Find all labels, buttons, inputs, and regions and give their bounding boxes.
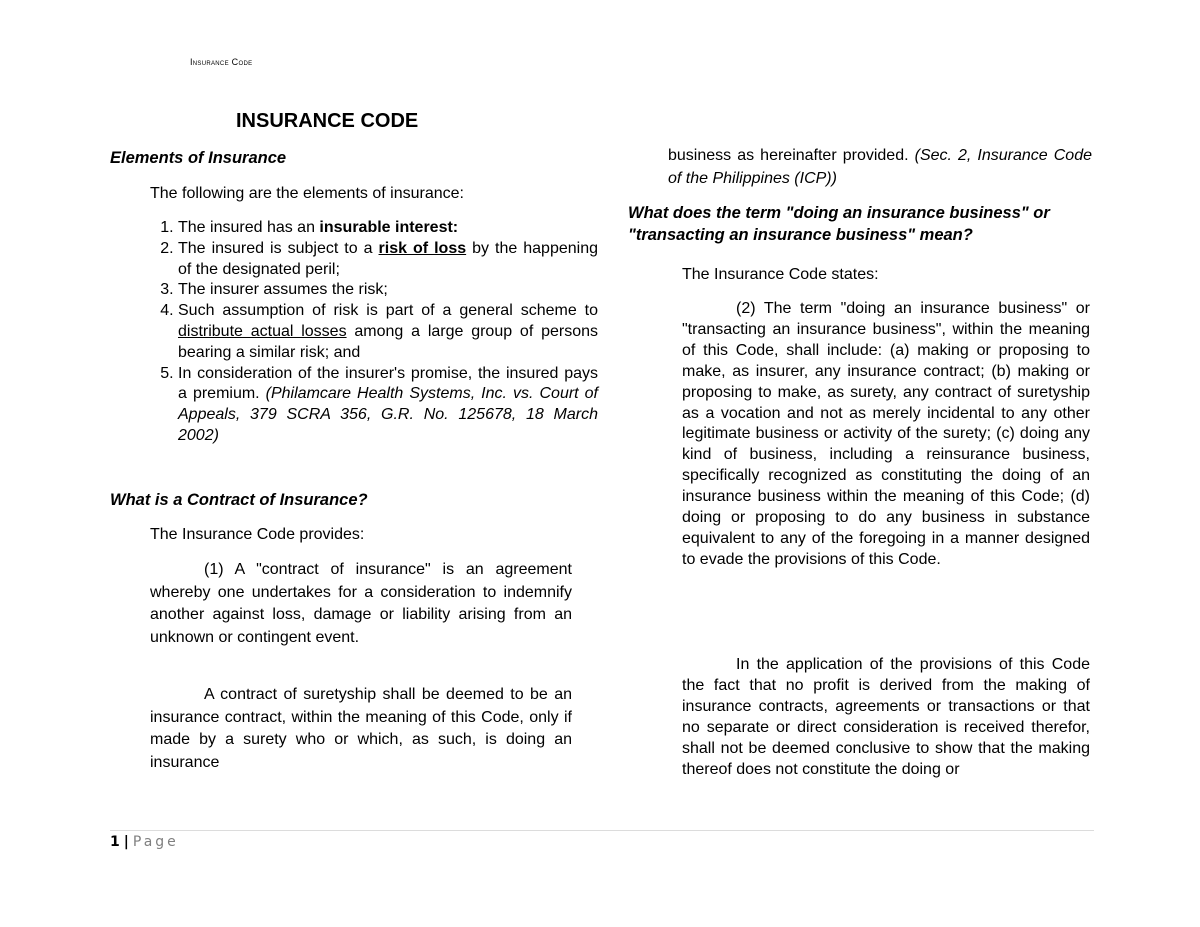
page-number: 1: [110, 834, 120, 850]
list-item: 4. Such assumption of risk is part of a general scheme to distribute actual losses among a large group of persons bearing a similar risk; and: [178, 301, 598, 363]
page-label: Page: [132, 834, 179, 850]
list-item: 5. In consideration of the insurer's promise, the insured pays a premium. (Philamcare Health Systems, Inc. vs. Court of Appeals, 379 SCRA 356, G.R. No. 125678, 18 March 2002): [178, 364, 598, 447]
contract-heading: What is a Contract of Insurance?: [110, 491, 368, 509]
suretyship-paragraph: A contract of suretyship shall be deemed to be an insurance contract, within the meaning of this Code, only if made by a surety who or which, as such, is doing an insurance: [150, 686, 572, 771]
list-item: 1. The insured has an insurable interest:: [178, 218, 598, 239]
contract-definition-paragraph: (1) A "contract of insurance" is an agreement whereby one undertakes for a consideration to indemnify another against loss, damage or liability arising from an unknown or contingent event.: [150, 561, 572, 646]
footer-separator: |: [123, 834, 129, 850]
list-item: 2. The insured is subject to a risk of loss by the happening of the designated peril;: [178, 239, 598, 281]
elements-heading: Elements of Insurance: [110, 149, 287, 167]
list-item: 3. The insurer assumes the risk;: [178, 280, 598, 301]
document-title: INSURANCE CODE: [236, 110, 419, 132]
continued-paragraph: business as hereinafter provided. (Sec. 2, Insurance Code of the Philippines (ICP)): [668, 147, 1092, 187]
doing-business-definition-paragraph: (2) The term "doing an insurance business" or "transacting an insurance business", within the meaning of this Code, shall include: (a) making or proposing to make, as insurer, any insurance contract; (b) making or proposing to make, as surety, any contract of suretyship as a vocation and not as merely incidental to any other legitimate business or activity of the surety; (c) doing any kind of business, including a reinsurance business, specifically recognized as constituting the doing of an insurance business within the meaning of this Code; (d) doing or proposing to do any business in substance equivalent to any of the foregoing in a manner designed to evade the provisions of this Code.: [682, 300, 1090, 568]
elements-list: [150, 218, 598, 447]
no-profit-paragraph: In the application of the provisions of this Code the fact that no profit is derived from the making of insurance contracts, agreements or transactions or that no separate or direct consideration is received therefor, shall not be deemed conclusive to show that the making thereof does not constitute the doing or: [682, 656, 1090, 778]
contract-intro: The Insurance Code provides:: [150, 526, 365, 543]
elements-intro: The following are the elements of insurance:: [150, 185, 464, 202]
doing-business-heading: What does the term "doing an insurance business" or "transacting an insurance business" mean?: [628, 204, 1050, 244]
footer-divider: [110, 830, 1094, 831]
page-footer: [110, 834, 179, 850]
running-header: Insurance Code: [190, 57, 253, 67]
doing-business-intro: The Insurance Code states:: [682, 266, 879, 283]
